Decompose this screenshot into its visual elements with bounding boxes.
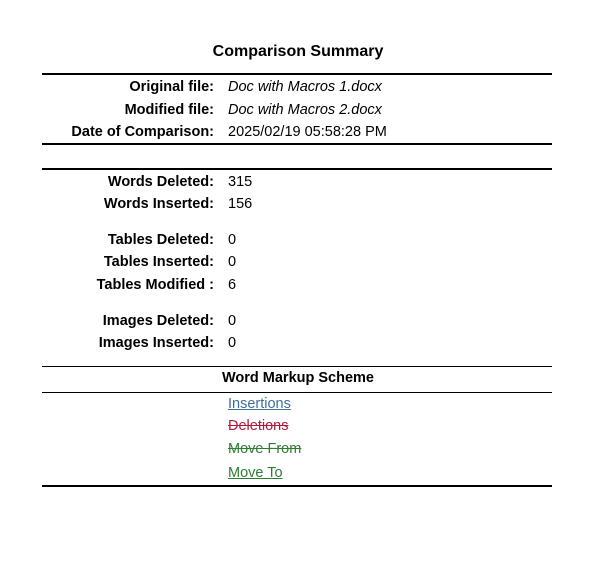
legend-move-to: Move To xyxy=(228,465,283,481)
tables-inserted-row xyxy=(0,254,596,274)
words-inserted-value: 156 xyxy=(228,196,253,212)
modified-file-row xyxy=(0,102,596,122)
tables-deleted-label: Tables Deleted: xyxy=(107,232,214,248)
words-deleted-row xyxy=(0,174,596,194)
words-deleted-label: Words Deleted: xyxy=(107,174,214,190)
tables-modified-value: 6 xyxy=(228,277,237,293)
tables-deleted-row xyxy=(0,232,596,252)
comparison-date-row xyxy=(0,124,596,144)
tables-modified-label: Tables Modified : xyxy=(96,277,214,293)
images-deleted-label: Images Deleted: xyxy=(102,313,214,329)
divider xyxy=(42,73,552,75)
divider xyxy=(42,168,552,170)
original-file-row xyxy=(0,79,596,99)
images-deleted-row xyxy=(0,313,596,333)
tables-inserted-value: 0 xyxy=(228,254,237,270)
divider xyxy=(42,485,552,487)
words-inserted-row xyxy=(0,196,596,216)
words-deleted-value: 315 xyxy=(228,174,253,190)
legend-move-from: Move From xyxy=(228,441,302,457)
tables-deleted-value: 0 xyxy=(228,232,237,248)
words-inserted-label: Words Inserted: xyxy=(103,196,214,212)
images-deleted-value: 0 xyxy=(228,313,237,329)
images-inserted-value: 0 xyxy=(228,335,237,351)
modified-file-value: Doc with Macros 2.docx xyxy=(228,102,382,118)
images-inserted-label: Images Inserted: xyxy=(98,335,214,351)
divider xyxy=(42,143,552,145)
comparison-date-label: Date of Comparison: xyxy=(71,124,214,140)
original-file-value: Doc with Macros 1.docx xyxy=(228,79,382,95)
markup-scheme-heading: Word Markup Scheme xyxy=(221,370,375,386)
tables-modified-row xyxy=(0,277,596,297)
comparison-date-value: 2025/02/19 05:58:28 PM xyxy=(228,124,387,140)
legend-insertions: Insertions xyxy=(228,396,291,412)
page-title: Comparison Summary xyxy=(212,43,384,60)
legend-deletions: Deletions xyxy=(228,418,289,434)
tables-inserted-label: Tables Inserted: xyxy=(103,254,214,270)
divider xyxy=(42,366,552,367)
images-inserted-row xyxy=(0,335,596,355)
original-file-label: Original file: xyxy=(129,79,214,95)
modified-file-label: Modified file: xyxy=(124,102,214,118)
divider xyxy=(42,392,552,393)
